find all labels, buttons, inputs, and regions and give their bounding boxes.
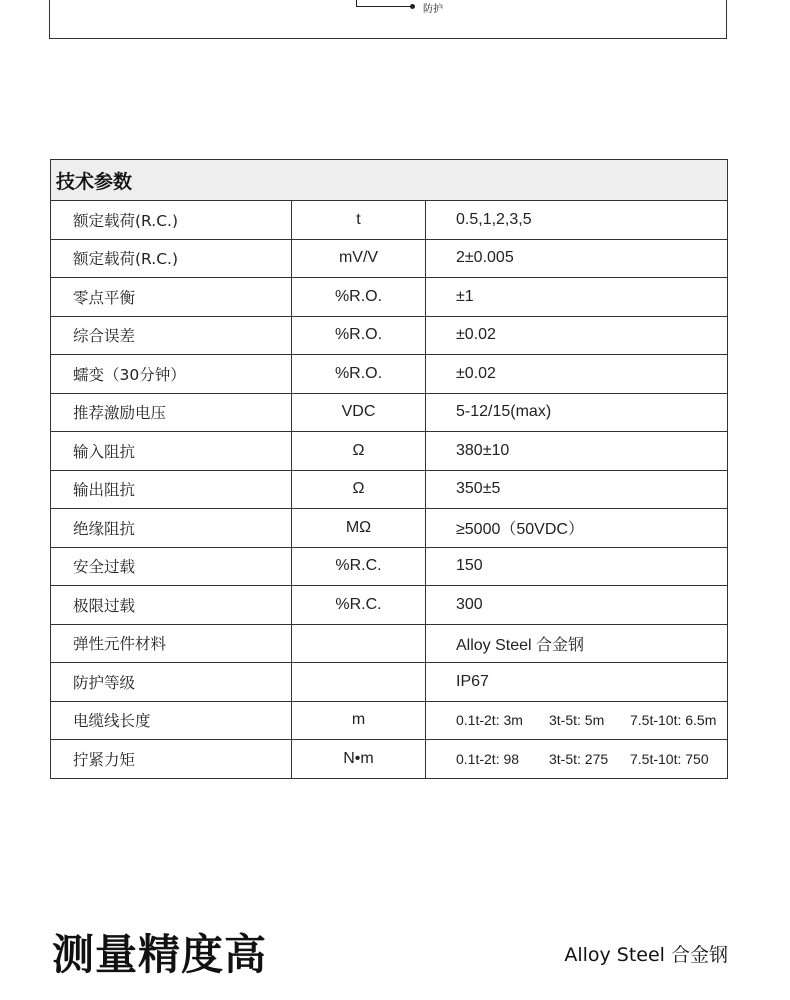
param-value: 380±10 — [426, 432, 728, 471]
param-value: IP67 — [426, 663, 728, 702]
param-name: 电缆线长度 — [51, 701, 292, 740]
param-unit: mV/V — [292, 239, 426, 278]
table-row — [51, 393, 728, 432]
table-row — [51, 701, 728, 740]
param-unit: %R.C. — [292, 547, 426, 586]
param-unit: Ω — [292, 470, 426, 509]
param-unit: VDC — [292, 393, 426, 432]
param-unit: %R.C. — [292, 586, 426, 625]
param-value-multi — [426, 740, 728, 779]
wiring-diagram-frame — [49, 0, 727, 39]
param-value-part: 7.5t-10t: 750 — [630, 750, 709, 767]
material-caption: Alloy Steel 合金钢 — [564, 944, 728, 966]
table-row — [51, 586, 728, 625]
param-unit: MΩ — [292, 509, 426, 548]
table-row — [51, 201, 728, 240]
table-row — [51, 278, 728, 317]
param-value: ±0.02 — [426, 355, 728, 394]
param-name: 防护等级 — [51, 663, 292, 702]
param-name: 额定载荷(R.C.) — [51, 201, 292, 240]
param-value: 5-12/15(max) — [426, 393, 728, 432]
param-unit: %R.O. — [292, 355, 426, 394]
table-row — [51, 470, 728, 509]
param-unit — [292, 624, 426, 663]
param-name: 输出阻抗 — [51, 470, 292, 509]
param-value: Alloy Steel 合金钢 — [426, 624, 728, 663]
param-name: 安全过载 — [51, 547, 292, 586]
param-value: 350±5 — [426, 470, 728, 509]
spec-table — [50, 159, 728, 779]
param-name: 综合误差 — [51, 316, 292, 355]
table-row — [51, 740, 728, 779]
table-row — [51, 239, 728, 278]
shield-wire-label: 防护 — [423, 4, 443, 15]
param-name: 零点平衡 — [51, 278, 292, 317]
table-row — [51, 624, 728, 663]
param-unit: N•m — [292, 740, 426, 779]
param-name: 输入阻抗 — [51, 432, 292, 471]
param-name: 蠕变（30分钟） — [51, 355, 292, 394]
param-name: 拧紧力矩 — [51, 740, 292, 779]
table-row — [51, 547, 728, 586]
param-value: 0.5,1,2,3,5 — [426, 201, 728, 240]
param-unit: m — [292, 701, 426, 740]
table-row — [51, 316, 728, 355]
param-value-part: 3t-5t: 5m — [549, 712, 605, 729]
param-name: 推荐激励电压 — [51, 393, 292, 432]
table-row — [51, 663, 728, 702]
param-unit: t — [292, 201, 426, 240]
param-name: 弹性元件材料 — [51, 624, 292, 663]
param-value-part: 3t-5t: 275 — [549, 750, 609, 767]
param-unit: %R.O. — [292, 316, 426, 355]
wire-terminal-dot — [410, 4, 415, 9]
param-value: 2±0.005 — [426, 239, 728, 278]
param-value: ±1 — [426, 278, 728, 317]
param-value: ±0.02 — [426, 316, 728, 355]
param-value-multi — [426, 701, 728, 740]
param-value-part: 0.1t-2t: 98 — [456, 750, 520, 767]
param-value-part: 0.1t-2t: 3m — [456, 712, 523, 729]
table-row — [51, 355, 728, 394]
table-row — [51, 432, 728, 471]
table-row — [51, 509, 728, 548]
param-name: 极限过载 — [51, 586, 292, 625]
param-unit — [292, 663, 426, 702]
param-unit: Ω — [292, 432, 426, 471]
param-value-part: 7.5t-10t: 6.5m — [630, 712, 717, 729]
spec-table-title: 技术参数 — [51, 160, 728, 201]
param-value: 300 — [426, 586, 728, 625]
param-name: 绝缘阻抗 — [51, 509, 292, 548]
section-headline: 测量精度高 — [52, 930, 268, 979]
param-value: 150 — [426, 547, 728, 586]
param-value: ≥5000（50VDC） — [426, 509, 728, 548]
param-name: 额定载荷(R.C.) — [51, 239, 292, 278]
param-unit: %R.O. — [292, 278, 426, 317]
wire-line — [356, 6, 412, 7]
